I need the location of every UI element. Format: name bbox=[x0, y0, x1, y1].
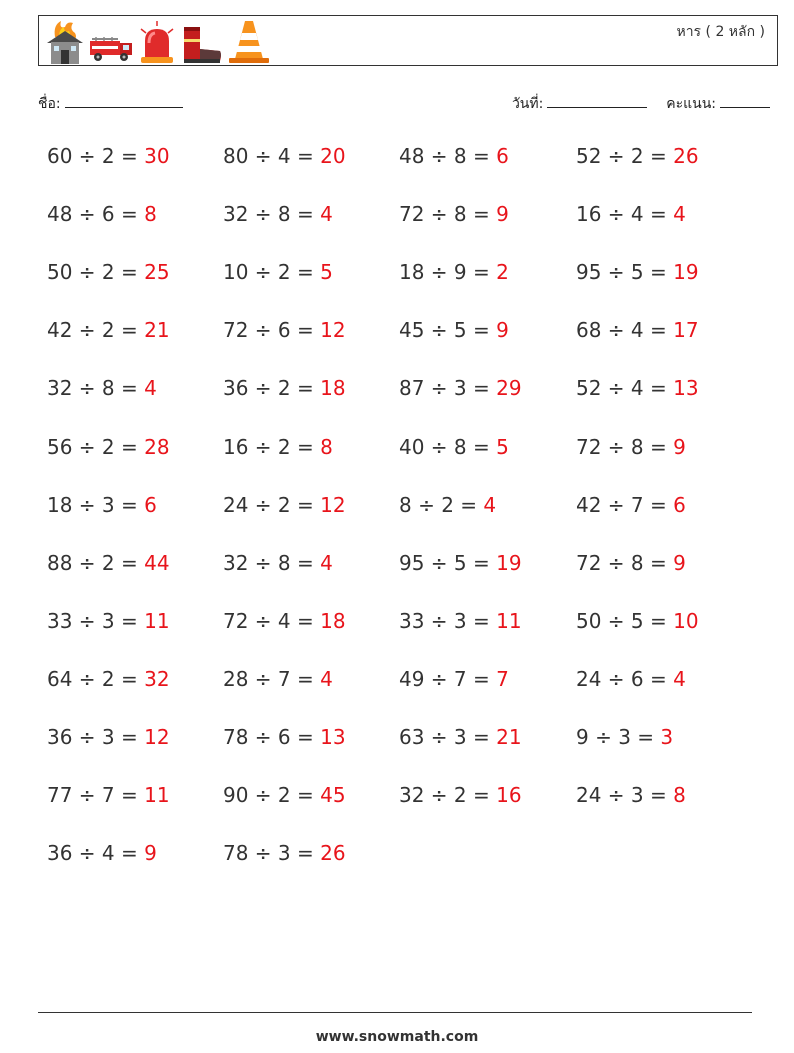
division-problem bbox=[223, 725, 346, 749]
problem-question: 36 ÷ 3 = bbox=[47, 725, 138, 749]
problem-question: 80 ÷ 4 = bbox=[223, 144, 314, 168]
traffic-cone-icon bbox=[227, 19, 271, 65]
problem-question: 72 ÷ 6 = bbox=[223, 318, 314, 343]
problem-question: 52 ÷ 4 = bbox=[576, 376, 667, 401]
problem-answer: 21 bbox=[144, 318, 170, 343]
division-problem bbox=[223, 841, 346, 865]
problem-row bbox=[47, 841, 767, 871]
division-problem bbox=[47, 841, 157, 865]
score-blank-line bbox=[720, 93, 770, 108]
division-problem bbox=[223, 493, 346, 517]
problem-answer: 19 bbox=[673, 260, 699, 285]
problem-answer: 12 bbox=[320, 492, 346, 517]
problem-question: 72 ÷ 4 = bbox=[223, 608, 314, 633]
problem-question: 18 ÷ 9 = bbox=[399, 260, 490, 285]
division-problem bbox=[576, 318, 699, 342]
division-problem bbox=[399, 144, 509, 168]
fire-truck-icon bbox=[88, 19, 134, 65]
problem-answer: 30 bbox=[144, 144, 170, 168]
problem-question: 32 ÷ 8 = bbox=[47, 376, 138, 401]
problem-answer: 12 bbox=[144, 725, 170, 749]
problem-question: 48 ÷ 6 = bbox=[47, 202, 138, 227]
problem-answer: 44 bbox=[144, 550, 170, 575]
division-problem bbox=[47, 609, 170, 633]
problem-row bbox=[47, 144, 767, 174]
problem-answer: 2 bbox=[496, 260, 509, 285]
division-problem bbox=[223, 202, 333, 226]
problem-row bbox=[47, 667, 767, 697]
division-problem bbox=[47, 725, 170, 749]
problem-question: 72 ÷ 8 = bbox=[399, 202, 490, 227]
problem-question: 68 ÷ 4 = bbox=[576, 318, 667, 343]
division-problem bbox=[47, 260, 170, 284]
problem-question: 88 ÷ 2 = bbox=[47, 550, 138, 575]
division-problem bbox=[399, 376, 522, 400]
problem-answer: 12 bbox=[320, 318, 346, 343]
division-problem bbox=[47, 376, 157, 400]
problem-question: 42 ÷ 2 = bbox=[47, 318, 138, 343]
problem-question: 32 ÷ 2 = bbox=[399, 783, 490, 808]
problem-question: 33 ÷ 3 = bbox=[399, 608, 490, 633]
problem-question: 50 ÷ 2 = bbox=[47, 260, 138, 285]
problem-answer: 28 bbox=[144, 434, 170, 459]
division-problem bbox=[399, 202, 509, 226]
division-problem bbox=[576, 260, 699, 284]
division-problem bbox=[576, 202, 686, 226]
problem-answer: 6 bbox=[496, 144, 509, 168]
problem-answer: 25 bbox=[144, 260, 170, 285]
problem-question: 87 ÷ 3 = bbox=[399, 376, 490, 401]
problem-row bbox=[47, 435, 767, 465]
division-problem bbox=[47, 783, 170, 807]
problem-answer: 9 bbox=[673, 550, 686, 575]
division-problem bbox=[576, 667, 686, 691]
problem-answer: 18 bbox=[320, 376, 346, 401]
footer-divider bbox=[38, 1012, 752, 1013]
problem-answer: 18 bbox=[320, 608, 346, 633]
division-problem bbox=[223, 435, 333, 459]
division-problem bbox=[576, 376, 699, 400]
name-field bbox=[38, 93, 183, 115]
division-problem bbox=[47, 202, 157, 226]
problem-row bbox=[47, 783, 767, 813]
problem-answer: 21 bbox=[496, 725, 522, 749]
problem-question: 56 ÷ 2 = bbox=[47, 434, 138, 459]
division-problem bbox=[576, 435, 686, 459]
problem-answer: 20 bbox=[320, 144, 346, 168]
problem-question: 10 ÷ 2 = bbox=[223, 260, 314, 285]
house-fire-icon bbox=[45, 19, 85, 65]
name-label: ชื่อ: bbox=[38, 96, 61, 112]
division-problem bbox=[399, 493, 496, 517]
division-problem bbox=[399, 260, 509, 284]
division-problem bbox=[576, 551, 686, 575]
problem-question: 24 ÷ 3 = bbox=[576, 783, 667, 808]
division-problem bbox=[576, 725, 673, 749]
problem-question: 18 ÷ 3 = bbox=[47, 492, 138, 517]
problem-question: 24 ÷ 6 = bbox=[576, 666, 667, 691]
problem-question: 95 ÷ 5 = bbox=[576, 260, 667, 285]
division-problem bbox=[399, 667, 509, 691]
problem-question: 50 ÷ 5 = bbox=[576, 608, 667, 633]
problem-question: 16 ÷ 4 = bbox=[576, 202, 667, 227]
problem-answer: 3 bbox=[660, 725, 674, 749]
division-problem bbox=[399, 609, 522, 633]
problem-answer: 8 bbox=[320, 434, 333, 459]
division-problem bbox=[223, 260, 333, 284]
problem-answer: 13 bbox=[320, 725, 346, 749]
division-problem bbox=[223, 318, 346, 342]
problem-answer: 4 bbox=[320, 550, 333, 575]
problem-answer: 5 bbox=[496, 434, 509, 459]
problem-question: 78 ÷ 6 = bbox=[223, 725, 314, 749]
division-problem bbox=[399, 318, 509, 342]
problem-question: 8 ÷ 2 = bbox=[399, 492, 478, 517]
problem-question: 95 ÷ 5 = bbox=[399, 550, 490, 575]
problem-answer: 11 bbox=[496, 608, 522, 633]
problem-answer: 4 bbox=[144, 376, 157, 401]
problem-question: 78 ÷ 3 = bbox=[223, 841, 314, 866]
problem-question: 52 ÷ 2 = bbox=[576, 144, 667, 168]
division-problem bbox=[223, 376, 346, 400]
problem-answer: 5 bbox=[320, 260, 333, 285]
problem-row bbox=[47, 493, 767, 523]
problem-question: 28 ÷ 7 = bbox=[223, 666, 314, 691]
problem-answer: 4 bbox=[673, 666, 686, 691]
division-problem bbox=[576, 493, 686, 517]
division-problem bbox=[399, 551, 522, 575]
division-problem bbox=[399, 725, 522, 749]
problem-question: 45 ÷ 5 = bbox=[399, 318, 490, 343]
problem-question: 72 ÷ 8 = bbox=[576, 434, 667, 459]
problem-answer: 32 bbox=[144, 666, 170, 691]
date-label: วันที่: bbox=[511, 96, 544, 112]
firefighter-boot-icon bbox=[180, 19, 224, 65]
problem-question: 64 ÷ 2 = bbox=[47, 666, 138, 691]
problem-question: 33 ÷ 3 = bbox=[47, 608, 138, 633]
problem-answer: 6 bbox=[144, 492, 157, 517]
division-problem bbox=[47, 551, 170, 575]
problem-question: 9 ÷ 3 = bbox=[576, 725, 655, 749]
problem-answer: 45 bbox=[320, 783, 346, 808]
problem-answer: 9 bbox=[144, 841, 157, 866]
problem-question: 32 ÷ 8 = bbox=[223, 550, 314, 575]
division-problem bbox=[47, 667, 170, 691]
problem-answer: 7 bbox=[496, 666, 509, 691]
problem-row bbox=[47, 260, 767, 290]
problem-question: 60 ÷ 2 = bbox=[47, 144, 138, 168]
problem-row bbox=[47, 725, 767, 755]
problem-question: 90 ÷ 2 = bbox=[223, 783, 314, 808]
problem-question: 63 ÷ 3 = bbox=[399, 725, 490, 749]
division-problem bbox=[47, 493, 157, 517]
division-problem bbox=[223, 609, 346, 633]
division-problem bbox=[576, 783, 686, 807]
problem-answer: 8 bbox=[144, 202, 157, 227]
division-problem bbox=[223, 667, 333, 691]
problem-answer: 26 bbox=[673, 144, 699, 168]
problem-row bbox=[47, 318, 767, 348]
problem-question: 72 ÷ 8 = bbox=[576, 550, 667, 575]
problem-answer: 9 bbox=[496, 202, 509, 227]
problem-row bbox=[47, 376, 767, 406]
division-problem bbox=[576, 144, 699, 168]
problem-answer: 13 bbox=[673, 376, 699, 401]
problem-question: 16 ÷ 2 = bbox=[223, 434, 314, 459]
problem-question: 48 ÷ 8 = bbox=[399, 144, 490, 168]
footer-url: www.snowmath.com bbox=[315, 1029, 479, 1045]
division-problem bbox=[47, 144, 170, 168]
worksheet-title: หาร ( 2 หลัก ) bbox=[676, 24, 765, 40]
problem-question: 36 ÷ 4 = bbox=[47, 841, 138, 866]
problem-answer: 4 bbox=[673, 202, 686, 227]
problem-answer: 9 bbox=[673, 434, 686, 459]
problem-question: 42 ÷ 7 = bbox=[576, 492, 667, 517]
division-problem bbox=[223, 783, 346, 807]
date-score-fields bbox=[512, 93, 770, 115]
division-problem bbox=[223, 144, 346, 168]
problem-question: 40 ÷ 8 = bbox=[399, 434, 490, 459]
problem-answer: 10 bbox=[673, 608, 699, 633]
division-problem bbox=[399, 435, 509, 459]
problem-question: 32 ÷ 8 = bbox=[223, 202, 314, 227]
problem-answer: 4 bbox=[320, 202, 333, 227]
header-icons bbox=[45, 19, 271, 65]
problem-row bbox=[47, 551, 767, 581]
problem-answer: 8 bbox=[673, 783, 686, 808]
problem-answer: 4 bbox=[320, 666, 333, 691]
problem-answer: 9 bbox=[496, 318, 509, 343]
problem-row bbox=[47, 202, 767, 232]
division-problem bbox=[223, 551, 333, 575]
worksheet-header bbox=[38, 15, 778, 66]
problem-question: 36 ÷ 2 = bbox=[223, 376, 314, 401]
problem-question: 49 ÷ 7 = bbox=[399, 666, 490, 691]
division-problem bbox=[47, 435, 170, 459]
problem-answer: 29 bbox=[496, 376, 522, 401]
division-problem bbox=[576, 609, 699, 633]
problem-answer: 16 bbox=[496, 783, 522, 808]
problem-question: 77 ÷ 7 = bbox=[47, 783, 138, 808]
problem-answer: 11 bbox=[144, 783, 170, 808]
division-problem bbox=[399, 783, 522, 807]
problem-answer: 17 bbox=[673, 318, 699, 343]
division-problem bbox=[47, 318, 170, 342]
problem-answer: 11 bbox=[144, 608, 170, 633]
name-blank-line bbox=[65, 93, 183, 108]
siren-icon bbox=[137, 19, 177, 65]
score-label: คะแนน: bbox=[666, 96, 716, 112]
date-blank-line bbox=[547, 93, 647, 108]
problem-answer: 19 bbox=[496, 550, 522, 575]
problem-answer: 26 bbox=[320, 841, 346, 866]
problem-question: 24 ÷ 2 = bbox=[223, 492, 314, 517]
problem-row bbox=[47, 609, 767, 639]
problem-answer: 4 bbox=[483, 492, 497, 517]
problem-answer: 6 bbox=[673, 492, 686, 517]
